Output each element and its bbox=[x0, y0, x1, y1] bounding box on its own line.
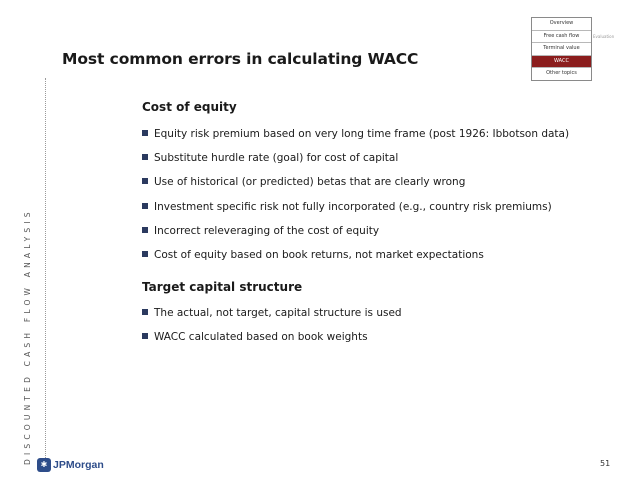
list-item-text: The actual, not target, capital structure is used bbox=[154, 307, 402, 319]
section-heading-target-capital-structure: Target capital structure bbox=[142, 280, 303, 294]
list-item bbox=[142, 175, 569, 199]
cost-of-equity-list bbox=[142, 127, 569, 272]
bullet-square-icon bbox=[142, 130, 148, 136]
bullet-square-icon bbox=[142, 203, 148, 209]
slide-title: Most common errors in calculating WACC bbox=[62, 50, 419, 68]
nav-item-other-topics[interactable]: Other topics bbox=[546, 70, 577, 76]
bullet-square-icon bbox=[142, 333, 148, 339]
list-item-text: WACC calculated based on book weights bbox=[154, 331, 368, 344]
target-capital-structure-list bbox=[142, 306, 402, 354]
list-item-text: Investment specific risk not fully incorporated (e.g., country risk premiums) bbox=[154, 200, 552, 213]
list-item bbox=[142, 200, 569, 224]
nav-side-note: Evaluation bbox=[593, 34, 615, 39]
side-section-label: DISCOUNTED CASH FLOW ANALYSIS bbox=[23, 208, 32, 465]
list-item bbox=[142, 151, 569, 175]
nav-item-free-cash-flow[interactable]: Free cash flow bbox=[532, 31, 591, 44]
bullet-square-icon bbox=[142, 251, 148, 257]
list-item bbox=[142, 306, 402, 330]
list-item-text: Cost of equity based on book returns, not market expectations bbox=[154, 248, 484, 261]
nav-item-overview[interactable]: Overview bbox=[532, 18, 591, 31]
topic-navigator bbox=[531, 17, 592, 81]
bullet-square-icon bbox=[142, 154, 148, 160]
list-item-text: Use of historical (or predicted) betas that are clearly wrong bbox=[154, 176, 466, 189]
bullet-square-icon bbox=[142, 227, 148, 233]
logo-wordmark: JPMorgan bbox=[53, 459, 104, 471]
list-item bbox=[142, 330, 402, 354]
list-item-text: Equity risk premium based on very long time frame (post 1926: Ibbotson data) bbox=[154, 128, 570, 140]
left-divider bbox=[45, 78, 46, 468]
list-item bbox=[142, 224, 569, 248]
jpmorgan-logo bbox=[37, 458, 104, 472]
nav-item-terminal-value[interactable]: Terminal value bbox=[532, 43, 591, 56]
list-item bbox=[142, 248, 569, 272]
jpmorgan-mark-icon: ✱ bbox=[37, 458, 51, 472]
section-heading-cost-of-equity: Cost of equity bbox=[142, 100, 237, 114]
list-item-text: Incorrect releveraging of the cost of equity bbox=[154, 224, 380, 237]
page-number: 51 bbox=[600, 459, 611, 468]
list-item-text: Substitute hurdle rate (goal) for cost of capital bbox=[154, 152, 399, 165]
bullet-square-icon bbox=[142, 309, 148, 315]
nav-item-wacc[interactable]: WACC bbox=[532, 56, 591, 69]
bullet-square-icon bbox=[142, 178, 148, 184]
list-item bbox=[142, 127, 569, 151]
